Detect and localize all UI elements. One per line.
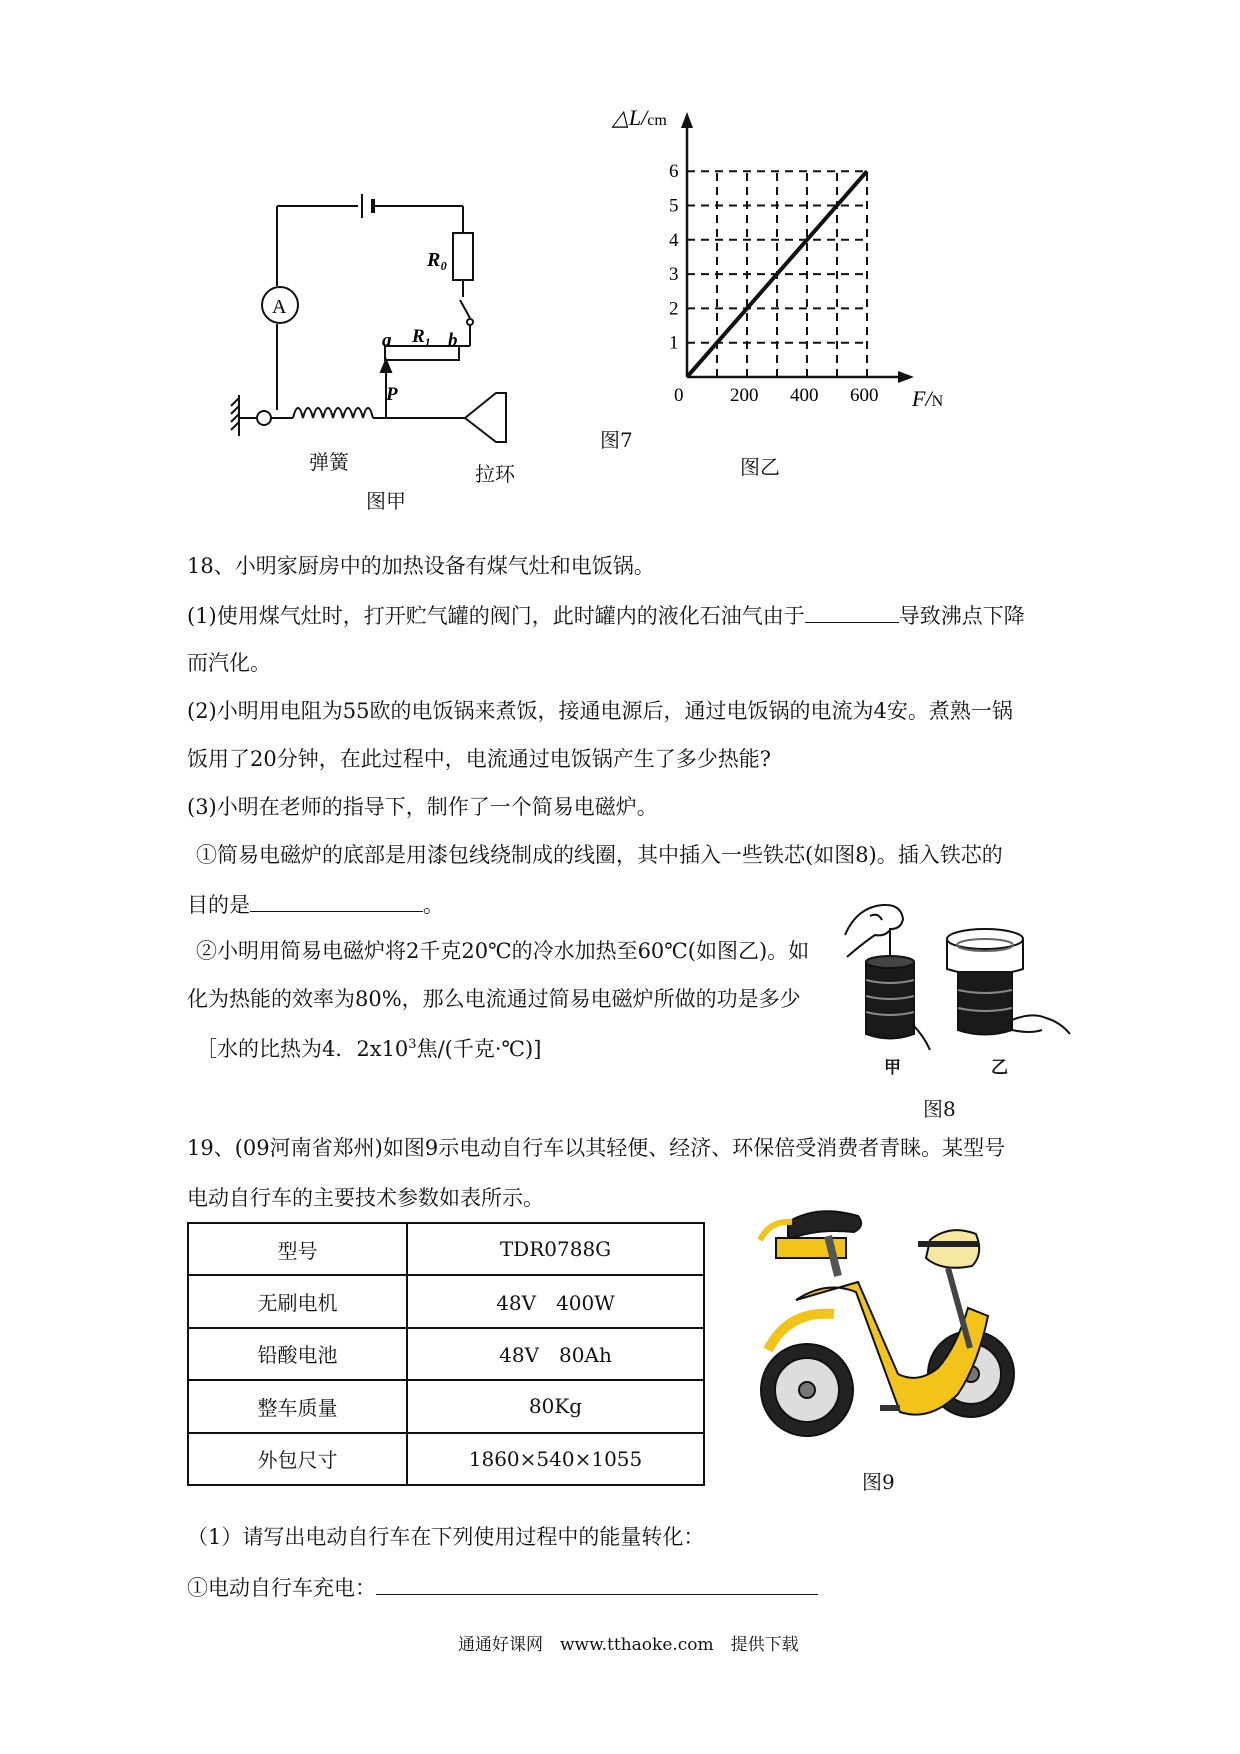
table-cell-label: 铅酸电池 [188, 1328, 407, 1380]
slider-p-label: P [386, 384, 398, 405]
q18-item1-text-b: 目的是 [187, 893, 250, 917]
y-tick-label: 1 [669, 332, 679, 354]
ammeter-label: A [272, 296, 287, 318]
answer-blank-3[interactable] [376, 1576, 818, 1595]
specific-heat-pre: ［水的比热为4．2x10 [196, 1037, 409, 1061]
q18-part2-line2: 饭用了20分钟，在此过程中，电流通过电饭锅产生了多少热能? [187, 747, 771, 771]
x-tick-label: 400 [790, 385, 819, 406]
specific-heat-exponent: 3 [408, 1037, 417, 1052]
q19-sub1-item [187, 1576, 818, 1599]
y-tick-label: 4 [669, 229, 679, 251]
spring-label: 弹簧 [309, 450, 349, 474]
y-tick-label: 3 [669, 264, 679, 286]
x-axis-label-unit: N [931, 393, 944, 410]
q18-part1-line2: 而汽化。 [187, 651, 271, 675]
figure-yi-caption: 图乙 [740, 455, 780, 479]
table-cell-label: 无刷电机 [188, 1275, 407, 1327]
point-a-label: a [382, 330, 392, 351]
q18-part2-line1: (2)小明用电阻为55欧的电饭锅来煮饭，接通电源后，通过电饭锅的电流为4安。煮熟一锅 [187, 699, 1013, 723]
table-cell-label: 外包尺寸 [188, 1433, 407, 1485]
x-axis-label-symbol: F/ [912, 386, 932, 411]
q18-item1-line1: ①简易电磁炉的底部是用漆包线绕制成的线圈，其中插入一些铁芯(如图8)。插入铁芯的 [196, 843, 1003, 867]
q18-item2-line1: ②小明用简易电磁炉将2千克20℃的冷水加热至60℃(如图乙)。如 [196, 939, 810, 963]
r1-label: R₁ [412, 326, 432, 347]
y-tick-label: 5 [669, 195, 679, 217]
table-cell-value: 48V 80Ah [407, 1328, 704, 1380]
q18-part3: (3)小明在老师的指导下，制作了一个简易电磁炉。 [187, 795, 658, 819]
y-axis-label-unit: cm [647, 112, 667, 129]
figure8-caption: 图8 [923, 1097, 956, 1121]
q18-item1-text-c: 。 [423, 893, 444, 917]
figure7-caption: 图7 [600, 428, 633, 452]
specific-heat-post: 焦/(千克·℃)] [416, 1037, 542, 1061]
q18-heading: 18、小明家厨房中的加热设备有煤气灶和电饭锅。 [187, 554, 655, 578]
q19-charging-label: ①电动自行车充电： [187, 1576, 376, 1600]
figure8-label-jia: 甲 [884, 1058, 901, 1078]
r0-label: R₀ [427, 249, 448, 271]
q18-item2-line2: 化为热能的效率为80%，那么电流通过简易电磁炉所做的功是多少 [187, 987, 801, 1011]
q19-heading-line1: 19、(09河南省郑州)如图9示电动自行车以其轻便、经济、环保倍受消费者青睐。某型号 [187, 1136, 1006, 1160]
figure8-label-yi: 乙 [991, 1058, 1008, 1078]
origin-label: 0 [674, 385, 684, 406]
table-cell-value: 80Kg [407, 1380, 704, 1432]
q19-heading-line2: 电动自行车的主要技术参数如表所示。 [187, 1186, 544, 1210]
table-cell-value: TDR0788G [407, 1223, 704, 1275]
point-b-label: b [448, 330, 458, 351]
q18-part1-text-b: 导致沸点下降 [898, 604, 1025, 628]
q18-part1-text-a: (1)使用煤气灶时，打开贮气罐的阀门，此时罐内的液化石油气由于 [187, 604, 805, 628]
y-axis-label-symbol: △L/ [612, 105, 648, 130]
x-tick-label: 600 [850, 385, 879, 406]
table-cell-value: 48V 400W [407, 1275, 704, 1327]
table-cell-label: 整车质量 [188, 1380, 407, 1432]
x-tick-label: 200 [730, 385, 759, 406]
q19-sub1: （1）请写出电动自行车在下列使用过程中的能量转化： [187, 1525, 705, 1549]
y-tick-label: 6 [669, 161, 679, 183]
y-tick-label: 2 [669, 298, 679, 320]
pull-ring-label: 拉环 [475, 462, 515, 486]
page-footer: 通通好课网 www.tthaoke.com 提供下载 [458, 1635, 799, 1655]
table-cell-label: 型号 [188, 1223, 407, 1275]
figure-jia-caption: 图甲 [366, 489, 406, 513]
figure9-caption: 图9 [862, 1470, 895, 1494]
table-cell-value: 1860×540×1055 [407, 1433, 704, 1485]
